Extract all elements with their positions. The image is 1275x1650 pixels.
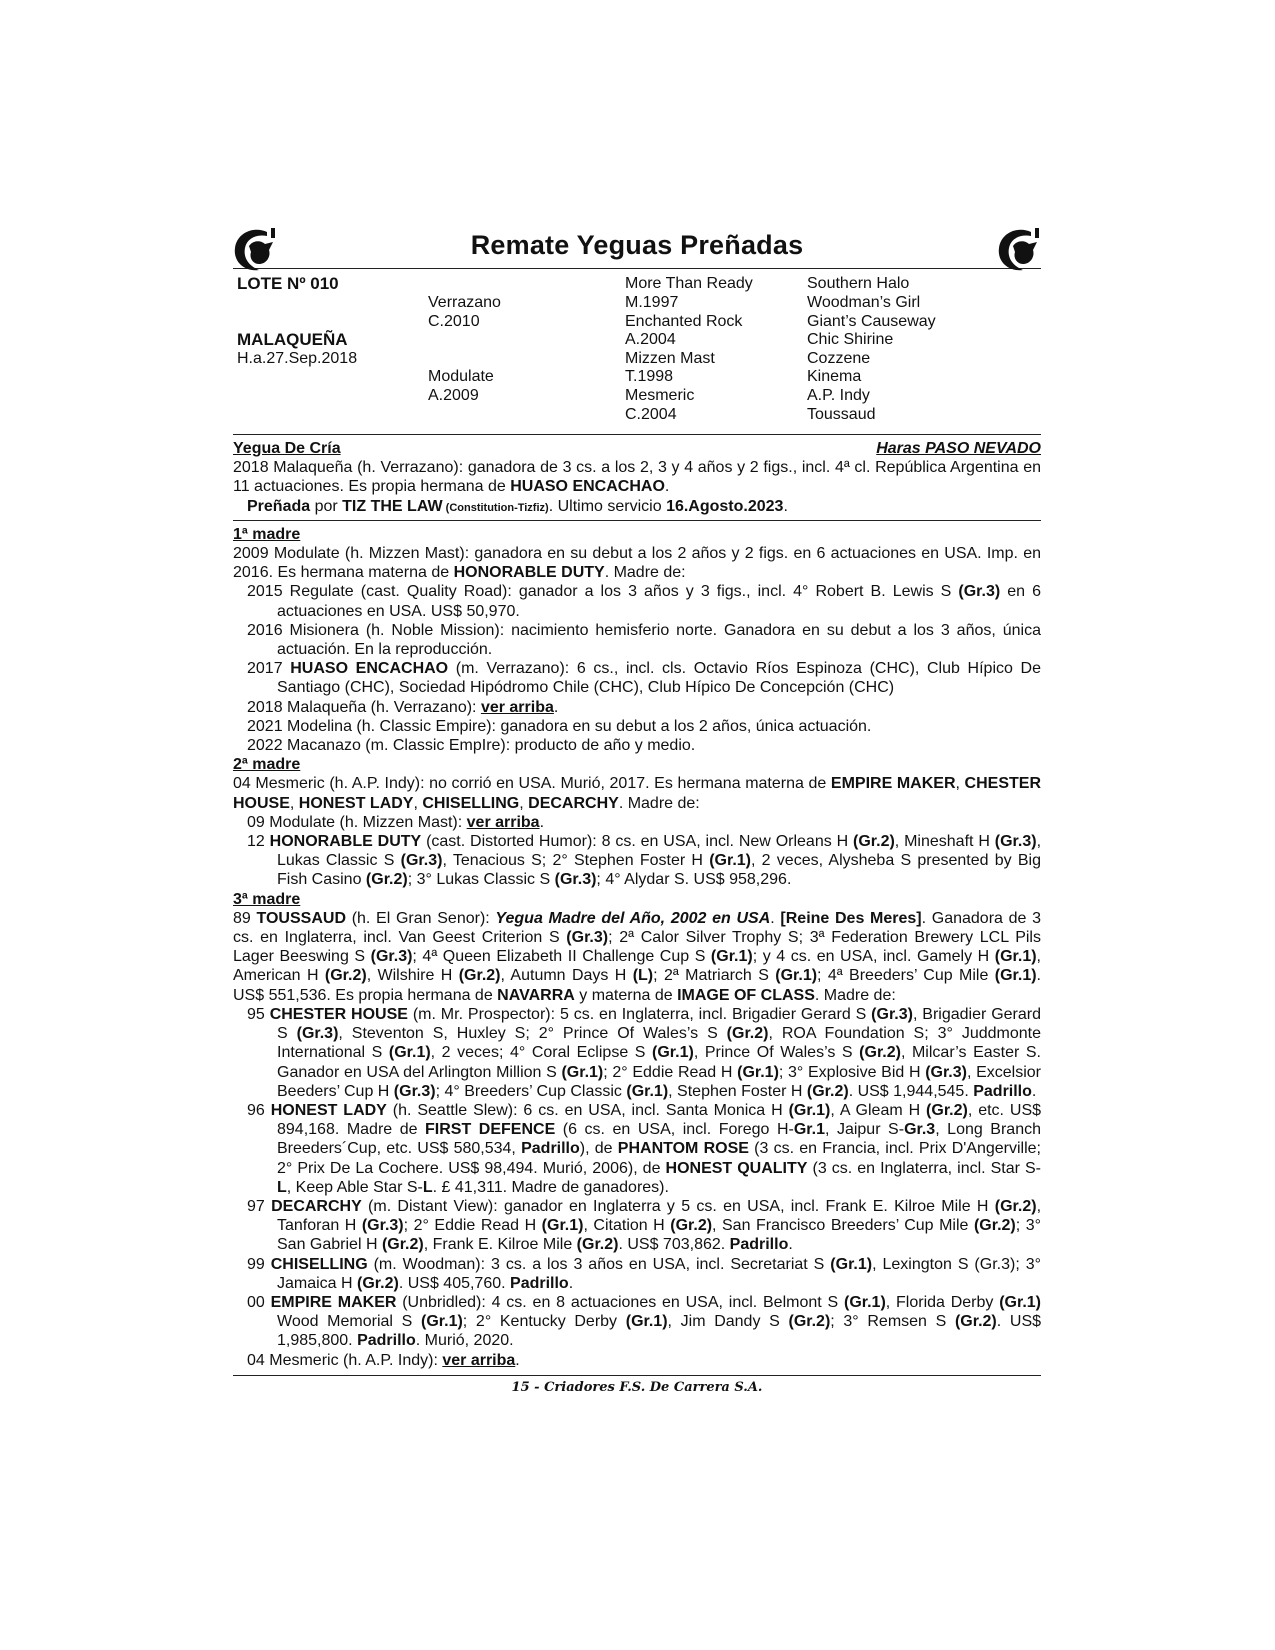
pedigree-gen3: Giant’s Causeway [807,313,936,330]
see-above-link[interactable]: ver arriba [466,813,540,831]
first-dam-intro: 2009 Modulate (h. Mizzen Mast): ganadora en su debut a los 2 años y 2 figs. en 6 actuaciones en USA. Imp. en 2016. Es hermana materna de HONORABLE DUTY. Madre de: [233,545,1041,582]
pedigree-gen2: A.2004 [625,331,676,348]
pedigree-gen3: Kinema [807,368,862,385]
produce-row: 2022 Macanazo (m. Classic EmpIre): producto de año y medio. [247,737,696,755]
breeding-heading: Yegua De Cría [233,440,341,457]
see-above-link[interactable]: ver arriba [442,1351,516,1369]
page-header [233,214,1041,269]
second-dam-intro: 04 Mesmeric (h. A.P. Indy): no corrió en USA. Murió, 2017. Es hermana materna de EMPIRE MAKER, CHESTER HOUSE, HONEST LADY, CHISELLING, DECARCHY. Madre de: [233,775,1041,812]
produce-row: 09 Modulate (h. Mizzen Mast): ver arriba. [247,813,545,831]
sire-name: Verrazano [428,294,501,311]
third-dam-intro: 89 TOUSSAUD (h. El Gran Senor): Yegua Madre del Año, 2002 en USA. [Reine Des Meres]. Ganadora de 3 cs. en Inglaterra, incl. Van Geest Criterion S (Gr.3); 2ª Calor Silver Trophy S; 3ª Federation Brewery LCL Pils Lager Beeswing S (Gr.3); 4ª Queen Elizabeth II Challenge Cup S (Gr.1); y 4 cs. en USA, incl. Gamely H (Gr.1), American H (Gr.2), Wilshire H (Gr.2), Autumn Days H (L); 2ª Matriarch S (Gr.1); 4ª Breeders’ Cup Mile (Gr.1). US$ 551,536. Es propia hermana de NAVARRA y materna de IMAGE OF CLASS. Madre de: [233,909,1042,1004]
pregnancy-line: Preñada por TIZ THE LAW (Constitution-Tizfiz). Ultimo servicio 16.Agosto.2023. [247,497,788,515]
see-above-link[interactable]: ver arriba [480,698,554,716]
produce-row: 2021 Modelina (h. Classic Empire): ganadora en su debut a los 2 años, única actuación. [247,717,872,735]
produce-row: 99 CHISELLING (m. Woodman): 3 cs. a los 3 años en USA, incl. Secretariat S (Gr.1), Lexington S (Gr.3); 3° Jamaica H (Gr.2). US$ 405,760. Padrillo. [247,1255,1042,1292]
pedigree-gen2: Enchanted Rock [625,313,743,330]
pedigree-gen3: Southern Halo [807,275,910,292]
page-title: Remate Yeguas Preñadas [470,230,804,260]
produce-row: 97 DECARCHY (m. Distant View): ganador en Inglaterra y 5 cs. en USA, incl. Frank E. Kilroe Mile H (Gr.2), Tanforan H (Gr.3); 2° Eddie Read H (Gr.1), Citation H (Gr.2), San Francisco Breeders’ Cup Mile (Gr.2); 3° San Gabriel H (Gr.2), Frank E. Kilroe Mile (Gr.2). US$ 703,862. Padrillo. [247,1197,1042,1254]
pedigree-gen2: M.1997 [625,294,679,311]
pedigree-gen3: Woodman’s Girl [807,294,921,311]
third-dam-heading: 3ª madre [233,890,301,908]
pedigree-gen3: Cozzene [807,350,871,367]
catalog-page [233,214,1041,1395]
first-dam-section [233,525,1041,755]
page-footer: 15 - Criadores F.S. De Carrera S.A. [233,1375,1041,1395]
produce-row: 00 EMPIRE MAKER (Unbridled): 4 cs. en 8 actuaciones en USA, incl. Belmont S (Gr.1), Florida Derby (Gr.1) Wood Memorial S (Gr.1); 2° Kentucky Derby (Gr.1), Jim Dandy S (Gr.2); 3° Remsen S (Gr.2). US$ 1,985,800. Padrillo. Murió, 2020. [247,1293,1042,1350]
pedigree-gen3: A.P. Indy [807,387,870,404]
breeding-paragraph: 2018 Malaqueña (h. Verrazano): ganadora de 3 cs. a los 2, 3 y 4 años y 2 figs., incl. 4ª cl. República Argentina en 11 actuaciones. Es propia hermana de HUASO ENCACHAO. [233,459,1041,496]
pedigree-gen2: C.2004 [625,406,677,423]
pedigree-gen2: T.1998 [625,368,674,385]
produce-row: 2016 Misionera (h. Noble Mission): nacimiento hemisferio norte. Ganadora en su debut a los 3 años, única actuación. En la reproducción. [247,621,1041,659]
produce-row: 04 Mesmeric (h. A.P. Indy): ver arriba. [247,1351,520,1369]
sire-info: C.2010 [428,313,480,330]
produce-row: 2015 Regulate (cast. Quality Road): ganador a los 3 años y 3 figs., incl. 4° Robert B. Lewis S (Gr.3) en 6 actuaciones en USA. US$ 50,970. [247,583,1042,620]
produce-row: 96 HONEST LADY (h. Seattle Slew): 6 cs. en USA, incl. Santa Monica H (Gr.1), A Gleam H (Gr.2), etc. US$ 894,168. Madre de FIRST DEFENCE (6 cs. en USA, incl. Forego H-Gr.1, Jaipur S-Gr.3, Long Branch Breeders´Cup, etc. US$ 580,534, Padrillo), de PHANTOM ROSE (3 cs. en Francia, incl. Prix D'Angerville; 2° Prix De La Cochere. US$ 98,494. Murió, 2006), de HONEST QUALITY (3 cs. en Inglaterra, incl. Star S-L, Keep Able Star S-L. £ 41,311. Madre de ganadores). [247,1101,1042,1196]
pedigree-table [233,269,1041,435]
haras-name: Haras PASO NEVADO [876,440,1041,457]
breeding-section [233,439,1041,521]
produce-row: 12 HONORABLE DUTY (cast. Distorted Humor): 8 cs. en USA, incl. New Orleans H (Gr.2), Mineshaft H (Gr.3), Lukas Classic S (Gr.3), Tenacious S; 2° Stephen Foster H (Gr.1), 2 veces, Alysheba S presented by Big Fish Casino (Gr.2); 3° Lukas Classic S (Gr.3); 4° Alydar S. US$ 958,296. [247,833,1042,889]
pedigree-gen3: Chic Shirine [807,331,894,348]
third-dam-section [233,890,1041,1370]
second-dam-heading: 2ª madre [233,756,301,774]
second-dam-section [233,755,1041,889]
produce-row: 2018 Malaqueña (h. Verrazano): ver arriba. [247,698,559,716]
first-dam-heading: 1ª madre [233,525,301,543]
dam-info: A.2009 [428,387,479,404]
pedigree-gen3: Toussaud [807,406,876,423]
pedigree-gen2: Mesmeric [625,387,695,404]
dam-name: Modulate [428,368,494,385]
horse-info: H.a.27.Sep.2018 [237,350,358,367]
produce-row: 95 CHESTER HOUSE (m. Mr. Prospector): 5 cs. en Inglaterra, incl. Brigadier Gerard S (Gr.3), Brigadier Gerard S (Gr.3), Steventon S, Huxley S; 2° Prince Of Wales’s S (Gr.2), ROA Foundation S; 3° Juddmonte International S (Gr.1), 2 veces; 4° Coral Eclipse S (Gr.1), Prince Of Wales’s S (Gr.2), Milcar’s Easter S. Ganador en USA del Arlington Million S (Gr.1); 2° Eddie Read H (Gr.1); 3° Explosive Bid H (Gr.3), Excelsior Beeders’ Cup H (Gr.3); 4° Breeders’ Cup Classic (Gr.1), Stephen Foster H (Gr.2). US$ 1,944,545. Padrillo. [247,1005,1042,1100]
lot-number: LOTE Nº 010 [237,274,339,293]
pedigree-gen2: Mizzen Mast [625,350,715,367]
horse-name: MALAQUEÑA [237,330,348,349]
produce-row: 2017 HUASO ENCACHAO (m. Verrazano): 6 cs., incl. cls. Octavio Ríos Espinoza (CHC), Club Hípico De Santiago (CHC), Sociedad Hipódromo Chile (CHC), Club Hípico De Concepción (CHC) [247,660,1042,697]
breeding-heading-row [233,439,1041,458]
pedigree-gen2: More Than Ready [625,275,753,292]
